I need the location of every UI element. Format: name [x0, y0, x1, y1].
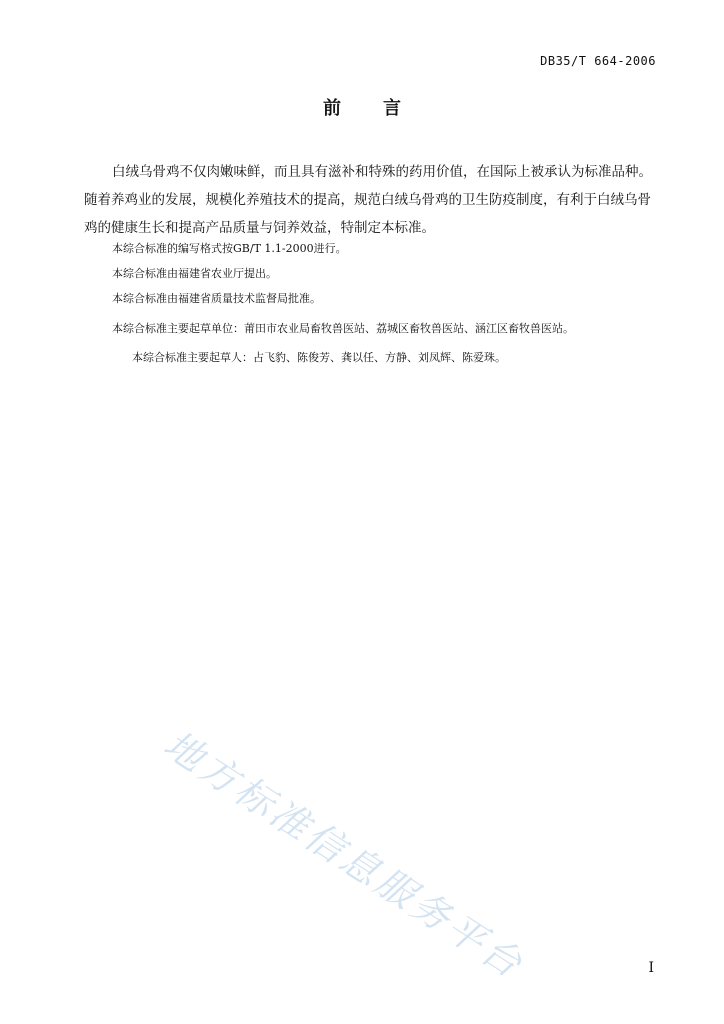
- proposer-paragraph: 本综合标准由福建省农业厅提出。: [112, 267, 277, 280]
- page-number: I: [648, 960, 654, 976]
- approver-paragraph: 本综合标准由福建省质量技术监督局批准。: [112, 292, 321, 305]
- watermark: 地方标准信息服务平台: [156, 721, 533, 988]
- page-title: [0, 94, 724, 120]
- intro-paragraph: 白绒乌骨鸡不仅肉嫩味鲜，而且具有滋补和特殊的药用价值，在国际上被承认为标准品种。随着养鸡业的发展，规模化养殖技术的提高，规范白绒乌骨鸡的卫生防疫制度，有利于白绒乌骨鸡的健康生长和提高产品质量与饲养效益，特制定本标准。: [84, 164, 652, 236]
- title-part-2: 言: [383, 98, 401, 119]
- drafters-paragraph: 本综合标准主要起草人：占飞豹、陈俊芳、龚以任、方静、刘凤辉、陈爱珠。: [132, 351, 506, 364]
- drafting-units-paragraph: 本综合标准主要起草单位：莆田市农业局畜牧兽医站、荔城区畜牧兽医站、涵江区畜牧兽医站。: [112, 322, 574, 335]
- format-paragraph: 本综合标准的编写格式按GB/T 1.1-2000进行。: [112, 242, 347, 255]
- standard-code: DB35/T 664-2006: [540, 54, 656, 68]
- title-part-1: 前: [323, 98, 341, 119]
